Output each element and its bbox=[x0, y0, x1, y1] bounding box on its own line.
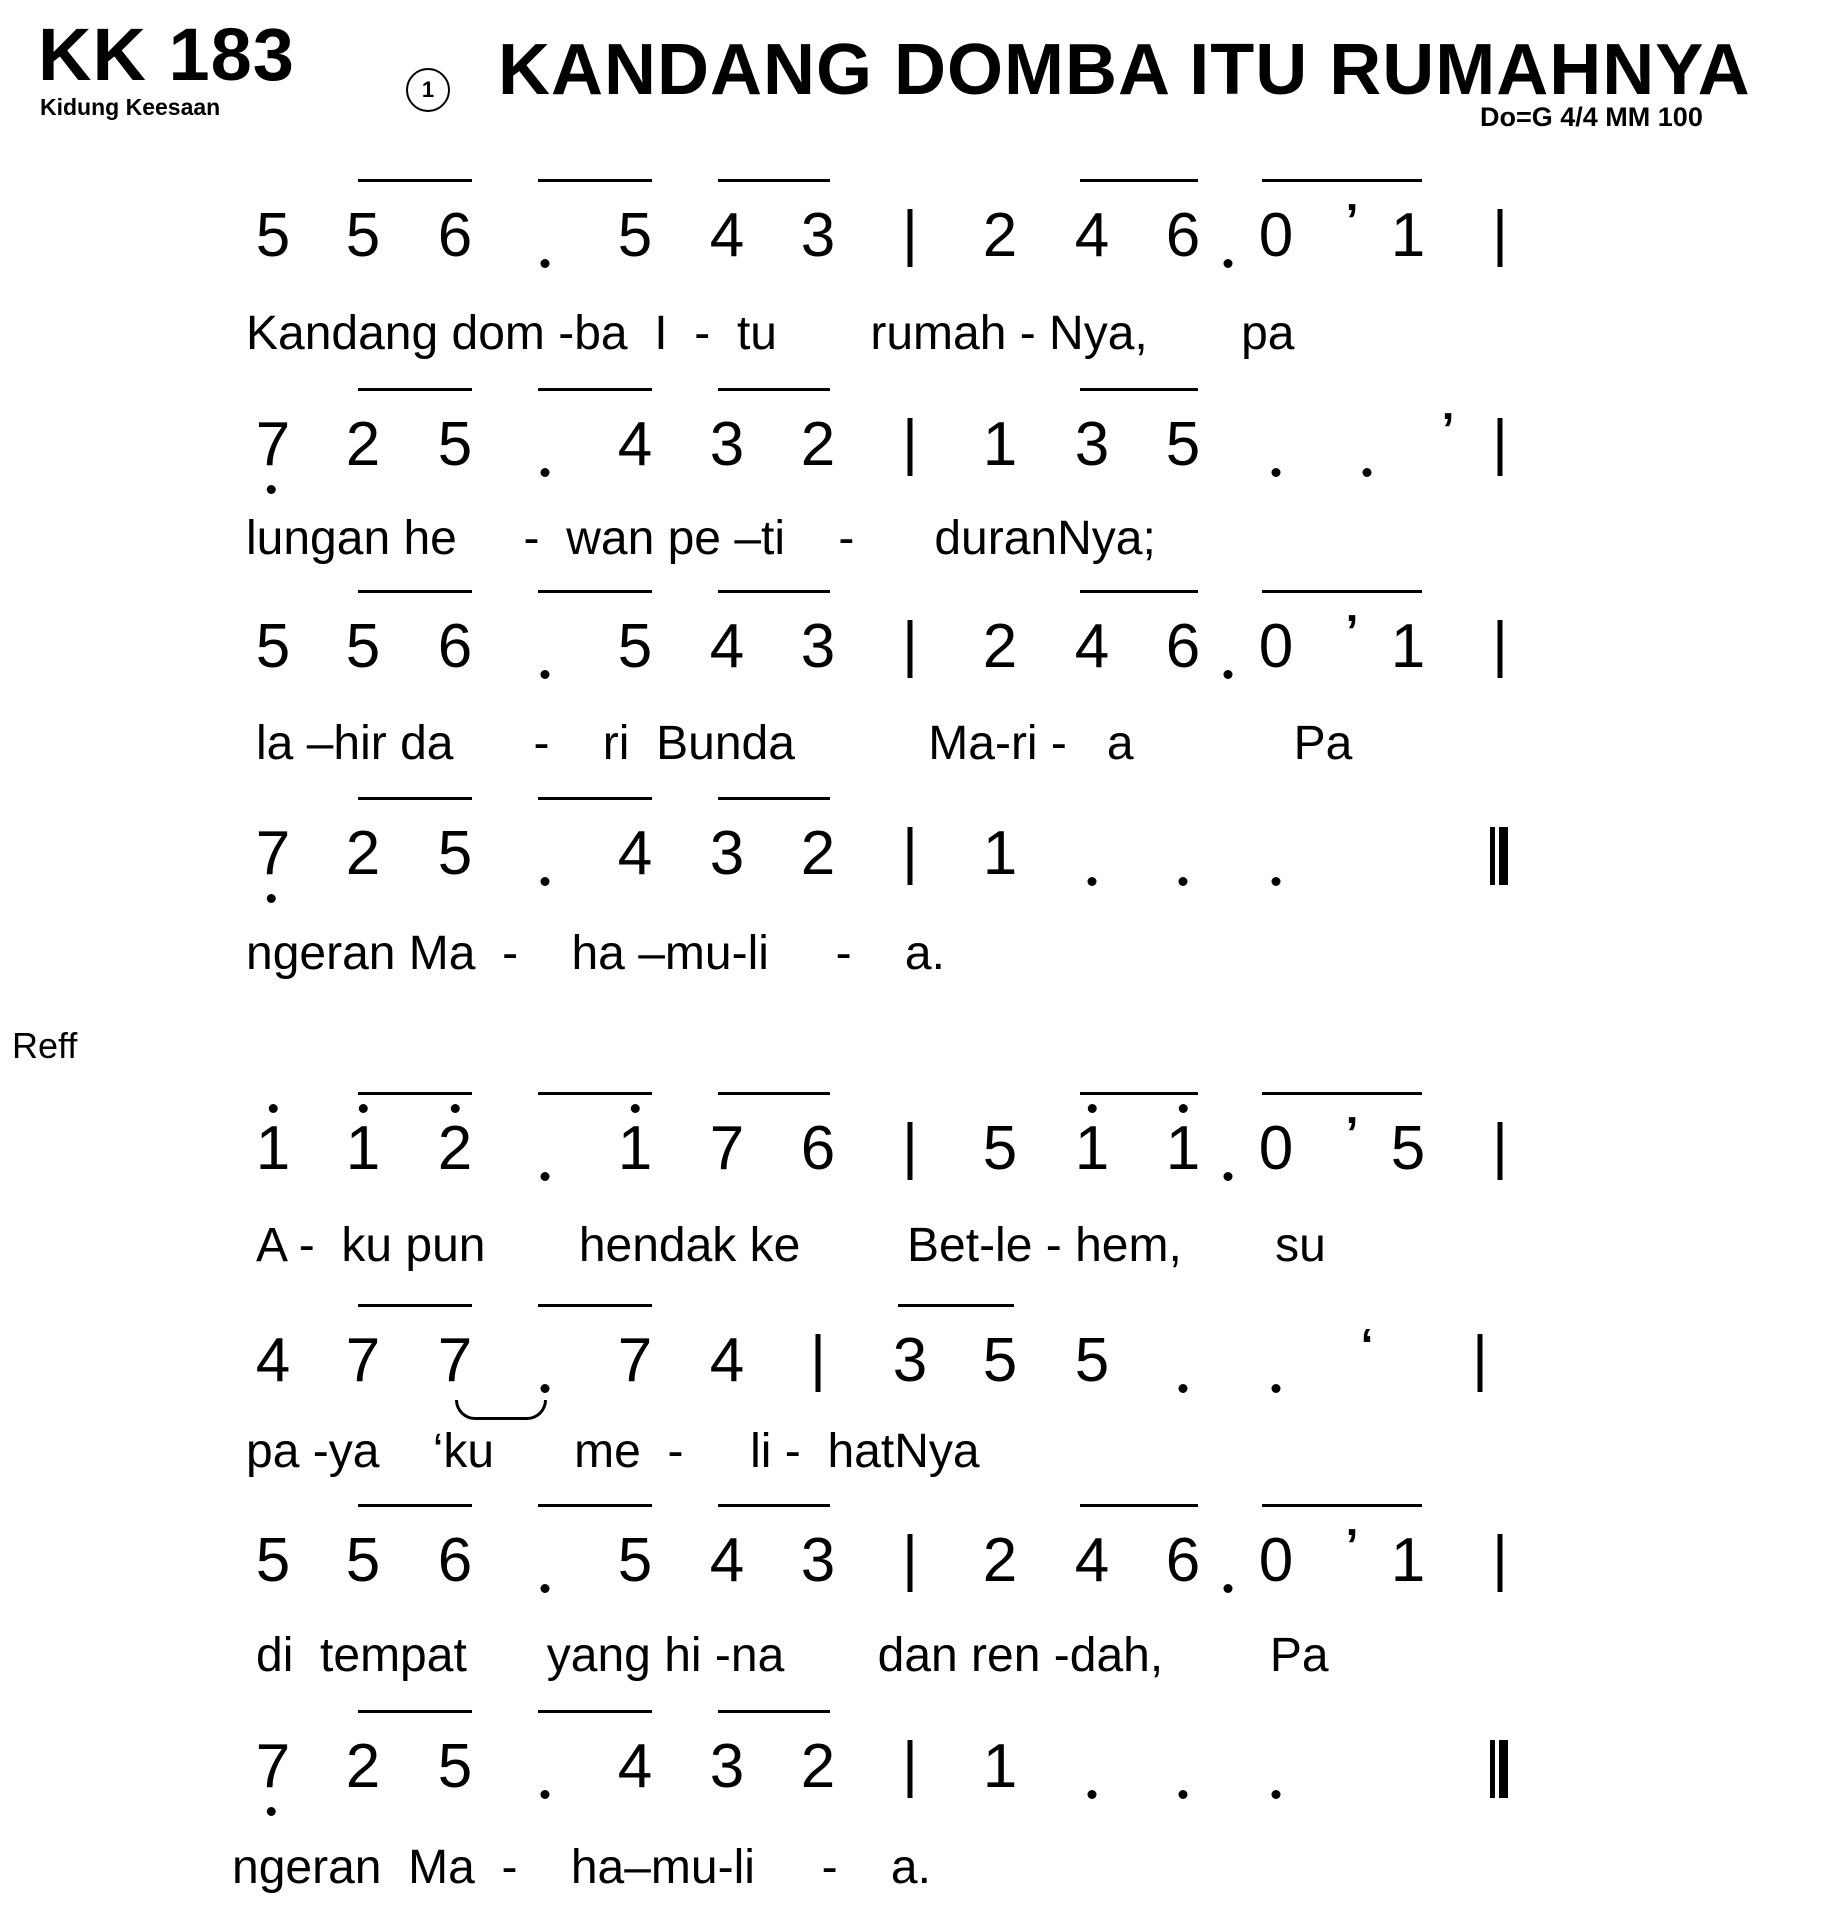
beam-line bbox=[718, 388, 830, 391]
note: 4 bbox=[617, 1732, 653, 1801]
note: 7 bbox=[709, 1114, 745, 1183]
note: 3 bbox=[1074, 410, 1110, 479]
note: 1 bbox=[1075, 1118, 1109, 1180]
note: 5 bbox=[345, 1526, 381, 1595]
note: 6 bbox=[1165, 1526, 1201, 1595]
note: 0 bbox=[1258, 612, 1294, 681]
breath-mark: ’ bbox=[1441, 403, 1455, 455]
note: 7 bbox=[437, 1326, 473, 1395]
breath-mark: ’ bbox=[1345, 605, 1359, 657]
rhythm-dot bbox=[541, 468, 550, 477]
rhythm-dot bbox=[1224, 1584, 1233, 1593]
note: 4 bbox=[709, 612, 745, 681]
beam-line bbox=[358, 1092, 472, 1095]
octave-up-dot bbox=[1179, 1104, 1188, 1113]
rhythm-dot bbox=[541, 877, 550, 886]
note: 2 bbox=[345, 819, 381, 888]
songbook-name: Kidung Keesaan bbox=[40, 94, 221, 120]
beam-line bbox=[1080, 1092, 1198, 1095]
rhythm-dot bbox=[1179, 1384, 1188, 1393]
note: 1 bbox=[618, 1118, 652, 1180]
note: 4 bbox=[709, 1326, 745, 1395]
note: 5 bbox=[437, 1732, 473, 1801]
barline bbox=[1498, 1534, 1503, 1592]
note: 6 bbox=[1165, 612, 1201, 681]
note: 2 bbox=[982, 201, 1018, 270]
note: 5 bbox=[617, 612, 653, 681]
note: 1 bbox=[982, 410, 1018, 479]
beam-line bbox=[1262, 1504, 1422, 1507]
octave-up-dot bbox=[451, 1104, 460, 1113]
barline bbox=[1498, 620, 1503, 678]
barline bbox=[908, 1122, 913, 1180]
note: 3 bbox=[800, 201, 836, 270]
note: 6 bbox=[437, 201, 473, 270]
note: 7 bbox=[256, 823, 290, 885]
rhythm-dot bbox=[1272, 1384, 1281, 1393]
song-code: KK 183 bbox=[38, 13, 295, 96]
note: 0 bbox=[1258, 1526, 1294, 1595]
rhythm-dot bbox=[1088, 877, 1097, 886]
beam-line bbox=[358, 388, 472, 391]
lyric-line: Kandang dom -ba I - tu rumah - Nya, pa bbox=[246, 307, 1295, 360]
rhythm-dot bbox=[1224, 670, 1233, 679]
rhythm-dot bbox=[1224, 1172, 1233, 1181]
note: 2 bbox=[982, 1526, 1018, 1595]
note: 5 bbox=[255, 1526, 291, 1595]
beam-line bbox=[538, 1304, 652, 1307]
note: 5 bbox=[437, 410, 473, 479]
barline bbox=[1498, 209, 1503, 267]
octave-up-dot bbox=[359, 1104, 368, 1113]
note: 7 bbox=[256, 414, 290, 476]
note: 6 bbox=[1165, 201, 1201, 270]
rhythm-dot bbox=[541, 1384, 550, 1393]
beam-line bbox=[1262, 1092, 1422, 1095]
note: 4 bbox=[709, 201, 745, 270]
beam-line bbox=[1080, 179, 1198, 182]
note: 5 bbox=[255, 612, 291, 681]
note: 5 bbox=[982, 1114, 1018, 1183]
note: 2 bbox=[345, 410, 381, 479]
barline bbox=[816, 1334, 821, 1392]
breath-mark: ’ bbox=[1345, 1107, 1359, 1159]
beam-line bbox=[358, 590, 472, 593]
breath-mark: ’ bbox=[1345, 194, 1359, 246]
rhythm-dot bbox=[541, 1584, 550, 1593]
note: 4 bbox=[1074, 201, 1110, 270]
beam-line bbox=[718, 797, 830, 800]
note: 4 bbox=[617, 410, 653, 479]
beam-line bbox=[1080, 388, 1198, 391]
song-title: KANDANG DOMBA ITU RUMAHNYA bbox=[498, 30, 1751, 110]
note: 7 bbox=[345, 1326, 381, 1395]
note: 5 bbox=[1074, 1326, 1110, 1395]
note: 1 bbox=[1390, 612, 1426, 681]
note: 3 bbox=[892, 1326, 928, 1395]
note: 0 bbox=[1258, 201, 1294, 270]
barline bbox=[908, 1534, 913, 1592]
barline bbox=[1498, 1122, 1503, 1180]
beam-line bbox=[1262, 590, 1422, 593]
note: 1 bbox=[1166, 1118, 1200, 1180]
beam-line bbox=[538, 179, 652, 182]
note: 3 bbox=[709, 819, 745, 888]
octave-down-dot bbox=[267, 1807, 276, 1816]
note: 4 bbox=[255, 1326, 291, 1395]
beam-line bbox=[538, 1504, 652, 1507]
note: 3 bbox=[800, 1526, 836, 1595]
tie-slur bbox=[455, 1400, 547, 1420]
rhythm-dot bbox=[1272, 877, 1281, 886]
note: 4 bbox=[617, 819, 653, 888]
barline bbox=[1498, 418, 1503, 476]
rhythm-dot bbox=[1272, 1790, 1281, 1799]
note: 2 bbox=[982, 612, 1018, 681]
beam-line bbox=[718, 590, 830, 593]
note: 5 bbox=[1165, 410, 1201, 479]
rhythm-dot bbox=[1272, 468, 1281, 477]
octave-down-dot bbox=[267, 485, 276, 494]
rhythm-dot bbox=[541, 1172, 550, 1181]
note: 1 bbox=[982, 1732, 1018, 1801]
note: 6 bbox=[800, 1114, 836, 1183]
note: 2 bbox=[800, 410, 836, 479]
beam-line bbox=[358, 1304, 472, 1307]
note: 2 bbox=[438, 1118, 472, 1180]
final-barline bbox=[1490, 1740, 1510, 1798]
octave-down-dot bbox=[267, 894, 276, 903]
song-meta: Do=G 4/4 MM 100 bbox=[1480, 102, 1703, 132]
verse-number-badge: 1 bbox=[406, 68, 450, 112]
lyric-line: di tempat yang hi -na dan ren -dah, Pa bbox=[256, 1629, 1329, 1682]
beam-line bbox=[358, 1710, 472, 1713]
barline bbox=[1478, 1334, 1483, 1392]
breath-mark: ‘ bbox=[1360, 1319, 1374, 1371]
note: 3 bbox=[709, 1732, 745, 1801]
barline bbox=[908, 418, 913, 476]
note: 3 bbox=[709, 410, 745, 479]
rhythm-dot bbox=[541, 670, 550, 679]
note: 4 bbox=[1074, 612, 1110, 681]
lyric-line: la –hir da - ri Bunda Ma-ri - a Pa bbox=[256, 717, 1353, 770]
octave-up-dot bbox=[269, 1104, 278, 1113]
barline bbox=[908, 1740, 913, 1798]
barline bbox=[908, 620, 913, 678]
note: 2 bbox=[800, 819, 836, 888]
beam-line bbox=[358, 1504, 472, 1507]
beam-line bbox=[1080, 1504, 1198, 1507]
note: 5 bbox=[345, 201, 381, 270]
note: 5 bbox=[617, 1526, 653, 1595]
rhythm-dot bbox=[1363, 468, 1372, 477]
lyric-line: pa -ya ‘ku me - li - hatNya bbox=[246, 1425, 980, 1478]
note: 5 bbox=[255, 201, 291, 270]
note: 6 bbox=[437, 612, 473, 681]
barline bbox=[908, 827, 913, 885]
note: 2 bbox=[345, 1732, 381, 1801]
rhythm-dot bbox=[1224, 259, 1233, 268]
note: 6 bbox=[437, 1526, 473, 1595]
beam-line bbox=[358, 179, 472, 182]
octave-up-dot bbox=[631, 1104, 640, 1113]
beam-line bbox=[538, 1710, 652, 1713]
beam-line bbox=[898, 1304, 1014, 1307]
note: 1 bbox=[1390, 1526, 1426, 1595]
rhythm-dot bbox=[541, 259, 550, 268]
lyric-line: ngeran Ma - ha–mu-li - a. bbox=[232, 1841, 931, 1894]
beam-line bbox=[1262, 179, 1422, 182]
final-barline bbox=[1490, 827, 1510, 885]
note: 7 bbox=[617, 1326, 653, 1395]
rhythm-dot bbox=[1179, 877, 1188, 886]
beam-line bbox=[718, 1092, 830, 1095]
note: 3 bbox=[800, 612, 836, 681]
note: 1 bbox=[346, 1118, 380, 1180]
note: 4 bbox=[709, 1526, 745, 1595]
note: 5 bbox=[437, 819, 473, 888]
beam-line bbox=[538, 388, 652, 391]
rhythm-dot bbox=[541, 1790, 550, 1799]
beam-line bbox=[538, 1092, 652, 1095]
rhythm-dot bbox=[1179, 1790, 1188, 1799]
note: 5 bbox=[1390, 1114, 1426, 1183]
beam-line bbox=[718, 1504, 830, 1507]
lyric-line: A - ku pun hendak ke Bet-le - hem, su bbox=[256, 1219, 1326, 1272]
beam-line bbox=[1080, 590, 1198, 593]
lyric-line: lungan he - wan pe –ti - duranNya; bbox=[246, 512, 1156, 565]
note: 1 bbox=[982, 819, 1018, 888]
note: 4 bbox=[1074, 1526, 1110, 1595]
rhythm-dot bbox=[1088, 1790, 1097, 1799]
beam-line bbox=[718, 1710, 830, 1713]
beam-line bbox=[358, 797, 472, 800]
reff-label: Reff bbox=[12, 1025, 78, 1066]
barline bbox=[908, 209, 913, 267]
note: 1 bbox=[256, 1118, 290, 1180]
note: 2 bbox=[800, 1732, 836, 1801]
octave-up-dot bbox=[1088, 1104, 1097, 1113]
breath-mark: ’ bbox=[1345, 1519, 1359, 1571]
note: 0 bbox=[1258, 1114, 1294, 1183]
beam-line bbox=[718, 179, 830, 182]
note: 5 bbox=[345, 612, 381, 681]
note: 7 bbox=[256, 1736, 290, 1798]
beam-line bbox=[538, 590, 652, 593]
beam-line bbox=[538, 797, 652, 800]
lyric-line: ngeran Ma - ha –mu-li - a. bbox=[246, 927, 945, 980]
note: 1 bbox=[1390, 201, 1426, 270]
note: 5 bbox=[617, 201, 653, 270]
note: 5 bbox=[982, 1326, 1018, 1395]
